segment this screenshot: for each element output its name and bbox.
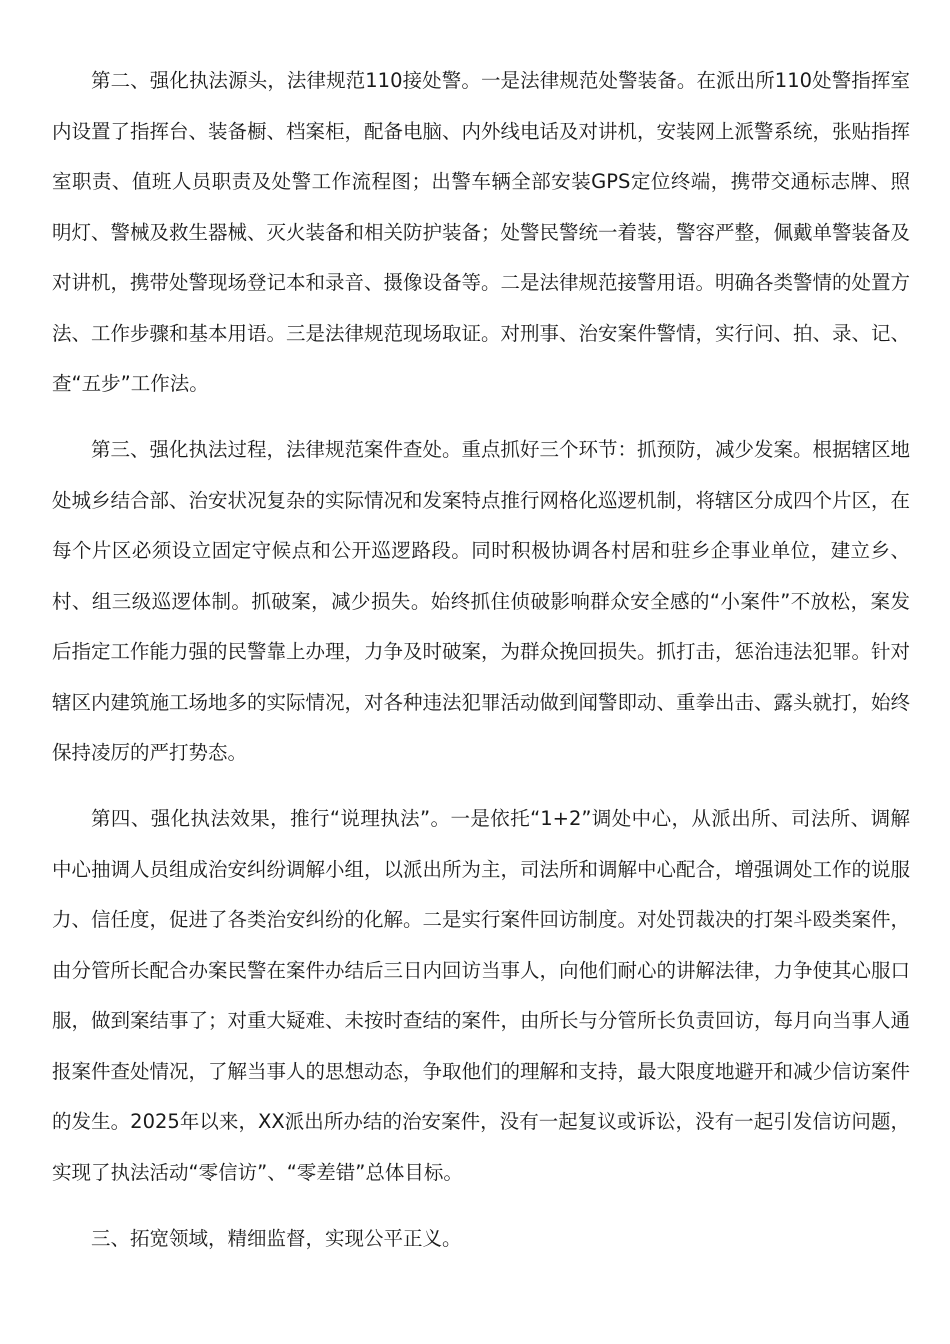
- paragraph-enforcement-effect: 第四、强化执法效果，推行“说理执法”。一是依托“1+2”调处中心，从派出所、司法所、调解中心抽调人员组成治安纠纷调解小组，以派出所为主，司法所和调解中心配合，增强调处工作的说服力、信任度，促进了各类治安纠纷的化解。二是实行案件回访制度。对处罚裁决的打架斗殴类案件，由分管所长配合办案民警在案件办结后三日内回访当事人，向他们耐心的讲解法律，力争使其心服口服，做到案结事了；对重大疑难、未按时查结的案件，由所长与分管所长负责回访，每月向当事人通报案件查处情况，了解当事人的思想动态，争取他们的理解和支持，最大限度地避开和减少信访案件的发生。2025年以来，XX派出所办结的治安案件，没有一起复议或诉讼，没有一起引发信访问题，实现了执法活动“零信访”、“零差错”总体目标。: [52, 807, 911, 1184]
- section-heading-3: 三、拓宽领域，精细监督，实现公平正义。: [91, 1226, 462, 1250]
- paragraph-case-handling: 第三、强化执法过程，法律规范案件查处。重点抓好三个环节：抓预防，减少发案。根据辖区地处城乡结合部、治安状况复杂的实际情况和发案特点推行网格化巡逻机制，将辖区分成四个片区，在每个片区必须设立固定守候点和公开巡逻路段。同时积极协调各村居和驻乡企事业单位，建立乡、村、组三级巡逻体制。抓破案，减少损失。始终抓住侦破影响群众安全感的“小案件”不放松，案发后指定工作能力强的民警靠上办理，力争及时破案，为群众挽回损失。抓打击，惩治违法犯罪。针对辖区内建筑施工场地多的实际情况，对各种违法犯罪活动做到闻警即动、重拳出击、露头就打，始终保持凌厉的严打势态。: [52, 438, 911, 764]
- paragraph-110-dispatch: 第二、强化执法源头，法律规范110接处警。一是法律规范处警装备。在派出所110处警指挥室内设置了指挥台、装备橱、档案柜，配备电脑、内外线电话及对讲机，安装网上派警系统，张贴指挥室职责、值班人员职责及处警工作流程图；出警车辆全部安装GPS定位终端，携带交通标志牌、照明灯、警械及救生器械、灭火装备和相关防护装备；处警民警统一着装，警容严整，佩戴单警装备及对讲机，携带处警现场登记本和录音、摄像设备等。二是法律规范接警用语。明确各类警情的处置方法、工作步骤和基本用语。三是法律规范现场取证。对刑事、治安案件警情，实行问、拍、录、记、查“五步”工作法。: [52, 69, 911, 395]
